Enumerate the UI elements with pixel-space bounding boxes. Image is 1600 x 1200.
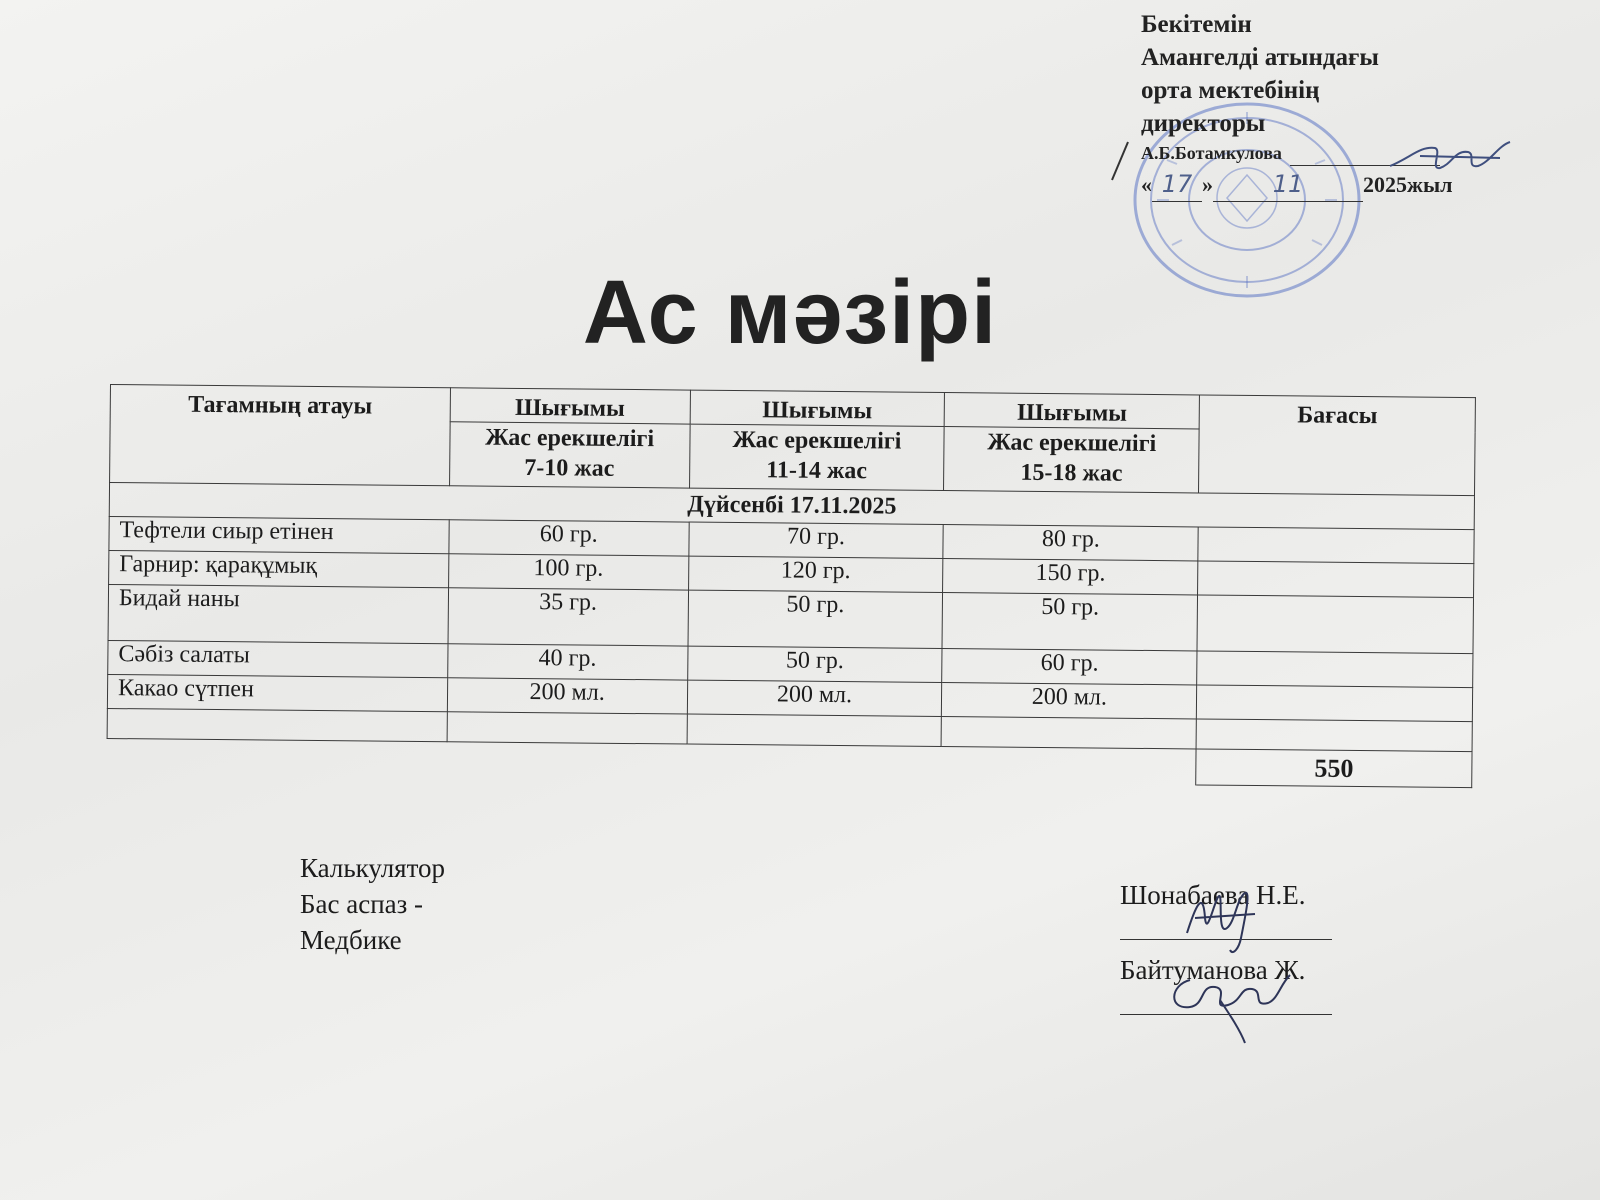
age-group-header: Жас ерекшелігі 15-18 жас	[944, 427, 1199, 493]
handwritten-signature	[1175, 878, 1275, 958]
total-price: 550	[1196, 749, 1472, 788]
portion-7-10: 60 гр.	[449, 520, 689, 556]
price-cell	[1197, 595, 1473, 654]
portion-7-10: 35 гр.	[448, 588, 688, 646]
portion-7-10: 200 мл.	[447, 678, 687, 714]
date-close-quote: »	[1202, 172, 1213, 197]
portion-11-14: 200 мл.	[687, 680, 942, 716]
price-cell	[1197, 685, 1473, 722]
day-label: Дүйсенбі 17.11.2025	[109, 483, 1474, 530]
approval-heading: Бекітемін	[1141, 11, 1252, 38]
role-nurse: Медбике	[300, 925, 402, 955]
portion-15-18: 50 гр.	[942, 593, 1197, 651]
staff-roles	[300, 850, 445, 958]
handwritten-signature	[1160, 955, 1300, 1045]
portion-11-14: 70 гр.	[688, 522, 943, 558]
portion-15-18: 200 мл.	[942, 683, 1197, 719]
portion-15-18: 60 гр.	[942, 649, 1197, 685]
portion-15-18: 80 гр.	[943, 525, 1198, 561]
column-header-dish: Тағамның атауы	[110, 385, 451, 486]
dish-name: Гарнир: қарақұмық	[109, 550, 449, 587]
date-day: 17	[1152, 168, 1202, 202]
price-cell	[1198, 561, 1474, 598]
age-group-header: Жас ерекшелігі 11-14 жас	[689, 424, 944, 490]
dish-name: Тефтели сиыр етінен	[109, 516, 449, 553]
column-header-output: Шығымы	[450, 388, 690, 424]
approval-school-line: Амангелді атындағы	[1141, 44, 1379, 71]
column-header-output: Шығымы	[945, 393, 1200, 429]
date-year: 2025жыл	[1363, 172, 1453, 197]
approval-role: директоры	[1141, 110, 1266, 137]
director-name: А.Б.Ботамкулова	[1141, 143, 1282, 163]
portion-15-18: 150 гр.	[943, 559, 1198, 595]
approval-school-line-2: орта мектебінің	[1141, 77, 1320, 104]
role-calculator: Калькулятор	[300, 853, 446, 883]
role-head-cook: Бас аспаз -	[300, 889, 424, 919]
portion-7-10: 40 гр.	[447, 644, 687, 680]
pen-mark	[1108, 140, 1132, 182]
date-open-quote: «	[1141, 172, 1152, 197]
dish-name: Бидай наны	[108, 584, 448, 643]
person-name: Шонабаева Н.Е.	[1120, 880, 1306, 910]
page-title: Ас мәзірі	[582, 263, 998, 363]
portion-11-14: 50 гр.	[687, 646, 942, 682]
age-group-header: Жас ерекшелігі 7-10 жас	[449, 422, 689, 488]
dish-name: Сәбіз салаты	[108, 640, 448, 677]
dish-name: Какао сүтпен	[107, 674, 447, 711]
menu-table	[106, 384, 1476, 788]
price-cell	[1197, 651, 1473, 688]
portion-11-14: 120 гр.	[688, 556, 943, 592]
table-header-row	[110, 385, 1475, 432]
column-header-output: Шығымы	[690, 390, 945, 426]
portion-7-10: 100 гр.	[448, 554, 688, 590]
portion-11-14: 50 гр.	[688, 590, 943, 648]
date-month: 11	[1213, 168, 1363, 202]
director-signature	[1380, 128, 1530, 188]
column-header-price: Бағасы	[1199, 395, 1476, 496]
price-cell	[1198, 527, 1474, 564]
person-name: Байтуманова Ж.	[1120, 955, 1306, 985]
